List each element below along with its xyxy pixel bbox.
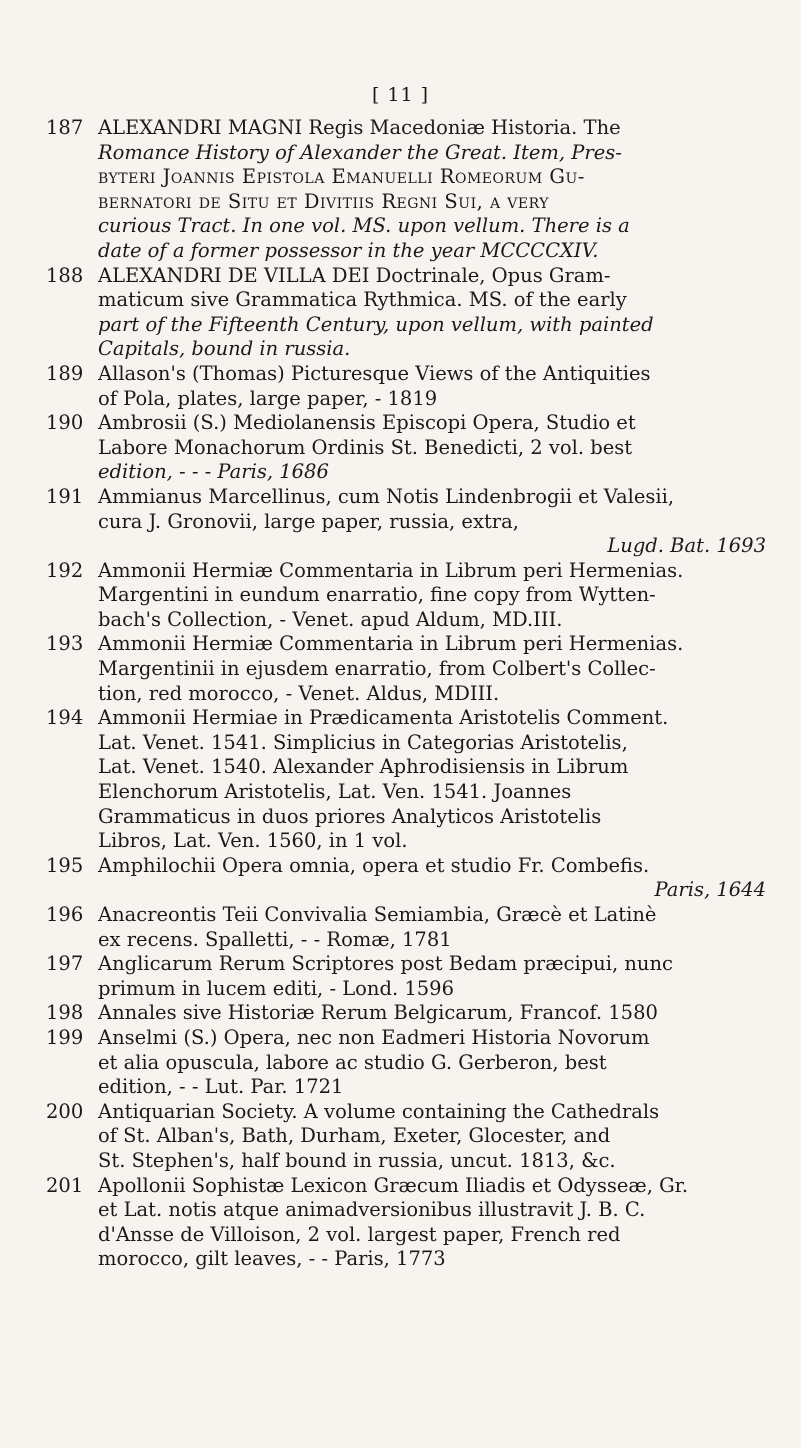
entry-number: 191 [46, 484, 84, 508]
catalogue-entry [46, 952, 766, 1001]
entry-line: Lat. Venet. 1540. Alexander Aphrodisiensis in Librum [98, 755, 629, 779]
entry-line: curious Tract. In one vol. MS. upon vellum. There is a [98, 214, 630, 238]
entry-line: ex recens. Spalletti, - - Romæ, 1781 [98, 927, 452, 951]
entry-line: et alia opuscula, labore ac studio G. Gerberon, best [98, 1050, 607, 1074]
entry-line: Grammaticus in duos priores Analyticos Aristotelis [98, 804, 602, 828]
entry-number: 192 [46, 558, 84, 582]
entry-number: 189 [46, 361, 84, 385]
entry-number: 199 [46, 1025, 84, 1049]
catalogue-entry [46, 264, 766, 362]
entry-line: of St. Alban's, Bath, Durham, Exeter, Glocester, and [98, 1124, 611, 1148]
entry-line: bach's Collection, - Venet. apud Aldum, MD.III. [98, 607, 563, 631]
entry-line: tion, red morocco, - Venet. Aldus, MDIII. [98, 681, 500, 705]
entry-line: Ammianus Marcellinus, cum Notis Lindenbrogii et Valesii, [98, 484, 675, 508]
entry-number: 200 [46, 1099, 84, 1123]
entry-number: 196 [46, 903, 84, 926]
entry-line: Margentini in eundum enarratio, fine copy from Wytten- [98, 583, 656, 607]
entry-line: et Lat. notis atque animadversionibus illustravit J. B. C. [98, 1198, 646, 1222]
entry-line: part of the Fifteenth Century, upon vellum, with painted [98, 312, 654, 336]
entry-line: primum in lucem editi, - Lond. 1596 [98, 976, 454, 1000]
entry-line: edition, - - - Paris, 1686 [98, 460, 329, 484]
entry-line: edition, - - Lut. Par. 1721 [98, 1075, 344, 1099]
entry-line: Lat. Venet. 1541. Simplicius in Categorias Aristotelis, [98, 730, 628, 754]
entry-number: 195 [46, 853, 84, 877]
entry-line: cura J. Gronovii, large paper, russia, extra, [98, 509, 519, 533]
entry-number: 193 [46, 632, 84, 656]
page-number: [ 11 ] [371, 84, 430, 106]
entry-number: 198 [46, 1001, 84, 1025]
entry-line: Elenchorum Aristotelis, Lat. Ven. 1541. Joannes [98, 780, 572, 804]
catalogue-entry [46, 362, 766, 411]
entry-line: Ambrosii (S.) Mediolanensis Episcopi Opera, Studio et [98, 411, 636, 435]
catalogue-entry [46, 1026, 766, 1100]
catalogue-entry [46, 1001, 766, 1026]
entry-line: bernatori de Situ et Divitiis Regni Sui, a very [98, 189, 549, 213]
entry-line: St. Stephen's, half bound in russia, uncut. 1813, &c. [98, 1148, 616, 1172]
entry-imprint: Lugd. Bat. 1693 [607, 534, 766, 558]
entry-imprint: Paris, 1644 [654, 878, 766, 902]
entry-line: of Pola, plates, large paper, - 1819 [98, 386, 438, 410]
entry-line: Annales sive Historiæ Rerum Belgicarum, Francof. 1580 [98, 1001, 658, 1025]
entry-line: Capitals, bound in russia. [98, 337, 351, 361]
entry-line: Ammonii Hermiae in Prædicamenta Aristotelis Comment. [98, 706, 669, 730]
entry-number: 187 [46, 116, 84, 139]
catalogue-list [46, 116, 766, 1272]
entry-line: Antiquarian Society. A volume containing the Cathedrals [98, 1099, 660, 1123]
entry-line: byteri Joannis Epistola Emanuelli Romeorum Gu- [98, 165, 585, 189]
entry-number: 201 [46, 1173, 84, 1197]
entry-line: Allason's (Thomas) Picturesque Views of the Antiquities [98, 361, 651, 385]
entry-line: d'Ansse de Villoison, 2 vol. largest paper, French red [98, 1222, 621, 1246]
catalogue-entry [46, 116, 766, 264]
catalogue-entry [46, 706, 766, 854]
entry-number: 190 [46, 411, 84, 435]
entry-line: Amphilochii Opera omnia, opera et studio Fr. Combefis. [98, 853, 650, 877]
entry-line: date of a former possessor in the year MCCCCXIV. [98, 238, 599, 262]
entry-line: Apollonii Sophistæ Lexicon Græcum Iliadis et Odysseæ, Gr. [98, 1173, 689, 1197]
catalogue-entry [46, 485, 766, 559]
entry-number: 188 [46, 263, 84, 287]
entry-line: Margentinii in ejusdem enarratio, from Colbert's Collec- [98, 657, 656, 681]
entry-line: Ammonii Hermiæ Commentaria in Librum peri Hermenias. [98, 632, 684, 656]
catalogue-entry [46, 559, 766, 633]
entry-line: Ammonii Hermiæ Commentaria in Librum peri Hermenias. [98, 558, 684, 582]
entry-line: Libros, Lat. Ven. 1560, in 1 vol. [98, 829, 408, 853]
catalogue-entry [46, 903, 766, 952]
catalogue-entry [46, 411, 766, 485]
catalogue-entry [46, 632, 766, 706]
entry-number: 194 [46, 706, 84, 730]
entry-line: maticum sive Grammatica Rythmica. MS. of the early [98, 288, 627, 312]
entry-line: Anglicarum Rerum Scriptores post Bedam præcipui, nunc [98, 952, 673, 976]
catalogue-entry [46, 1100, 766, 1174]
entry-line: Romance History of Alexander the Great. Item, Pres- [98, 140, 622, 164]
entry-line: ALEXANDRI MAGNI Regis Macedoniæ Historia. The [98, 116, 621, 139]
entry-line: Anacreontis Teii Convivalia Semiambia, Græcè et Latinè [98, 903, 657, 926]
entry-number: 197 [46, 952, 84, 976]
entry-line: Labore Monachorum Ordinis St. Benedicti, 2 vol. best [98, 435, 633, 459]
entry-line: ALEXANDRI DE VILLA DEI Doctrinale, Opus Gram- [98, 263, 611, 287]
catalogue-entry [46, 1174, 766, 1272]
catalogue-entry [46, 854, 766, 903]
entry-line: Anselmi (S.) Opera, nec non Eadmeri Historia Novorum [98, 1025, 650, 1049]
entry-line: morocco, gilt leaves, - - Paris, 1773 [98, 1247, 446, 1271]
